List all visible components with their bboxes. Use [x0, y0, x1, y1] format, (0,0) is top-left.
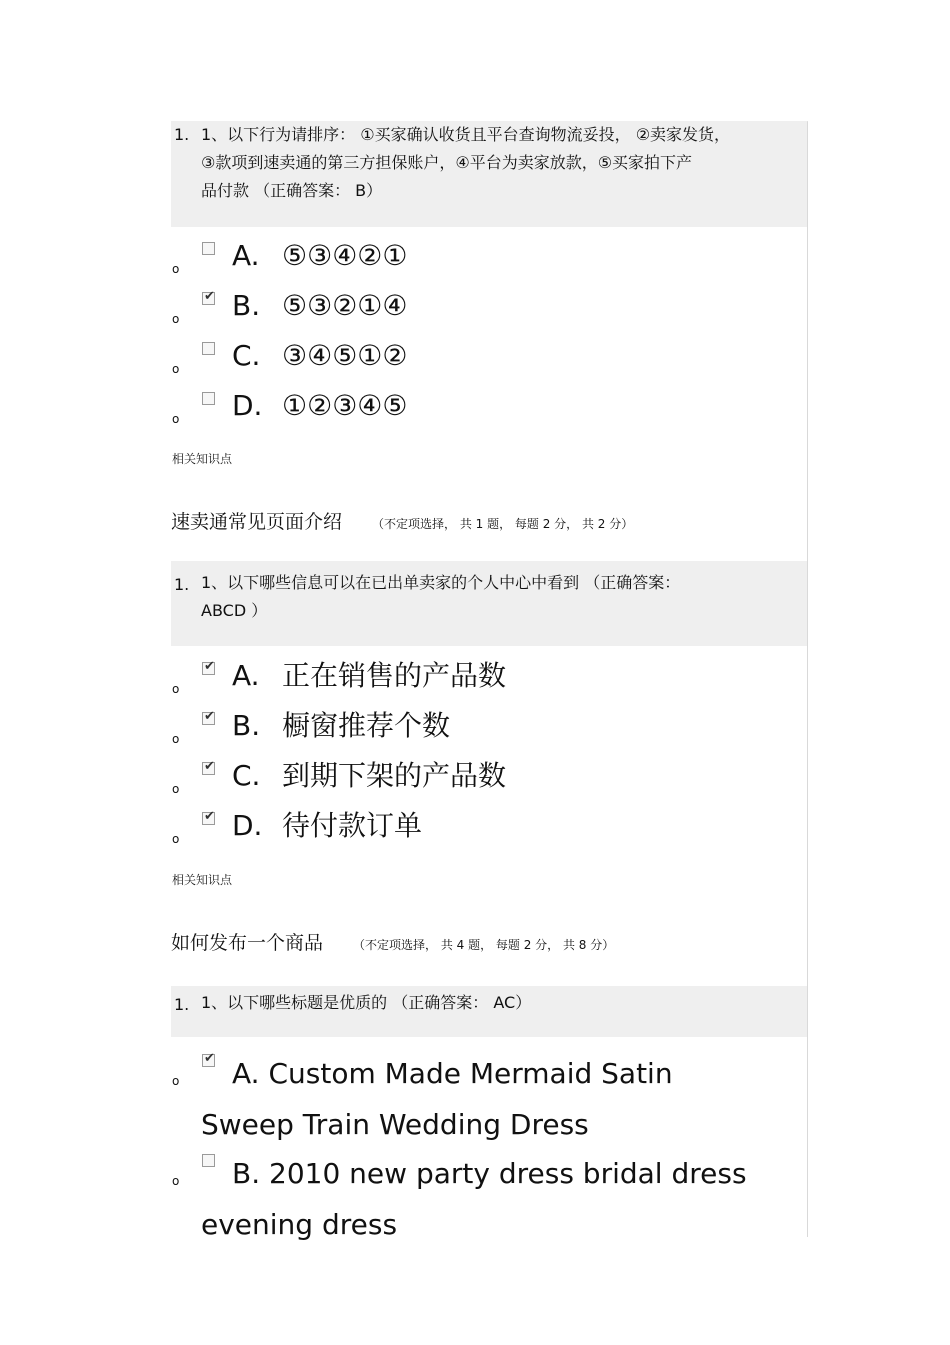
option-item: [171, 1051, 791, 1149]
option-item: [171, 759, 791, 802]
list-bullet: o: [172, 782, 180, 796]
section-title: 如何发布一个商品: [171, 932, 324, 954]
option-checkbox[interactable]: [202, 809, 215, 825]
related-knowledge-link[interactable]: 相关知识点: [172, 873, 233, 887]
list-bullet: o: [172, 312, 180, 326]
option-item: [171, 709, 791, 752]
question-header: [171, 561, 807, 646]
option-item: [171, 289, 791, 332]
question-header: [171, 986, 807, 1037]
option-item: [171, 809, 791, 852]
option-text: 到期下架的产品数: [282, 759, 507, 792]
option-label: A.: [232, 659, 260, 692]
section-header: [171, 928, 614, 955]
list-bullet: o: [172, 262, 180, 276]
option-label: C.: [232, 339, 261, 372]
option-label: B.: [232, 709, 261, 742]
option-text: ③④⑤①②: [282, 339, 408, 372]
option-checkbox[interactable]: [202, 289, 215, 305]
check-icon: ✔: [204, 1051, 215, 1066]
option-checkbox[interactable]: [202, 392, 215, 405]
option-text: ⑤③②①④: [282, 289, 408, 322]
list-bullet: o: [172, 1074, 180, 1088]
list-bullet: o: [172, 362, 180, 376]
question-number: 1.: [174, 995, 190, 1014]
list-bullet: o: [172, 732, 180, 746]
section-meta: （不定项选择， 共 4 题， 每题 2 分， 共 8 分）: [353, 938, 615, 952]
option-text: 待付款订单: [282, 809, 423, 842]
related-knowledge-link[interactable]: 相关知识点: [172, 452, 233, 466]
option-text: B. 2010 new party dress bridal dress evening dress: [201, 1157, 747, 1241]
option-item: [171, 389, 791, 432]
list-bullet: o: [172, 412, 180, 426]
question-number: 1.: [174, 575, 190, 594]
check-icon: ✔: [204, 759, 215, 774]
question-text: 1、以下行为请排序： ①买家确认收货且平台查询物流妥投， ②卖家发货， ③款项到速卖通的第三方担保账户，④平台为卖家放款，⑤买家拍下产 品付款 （正确答案： B）: [201, 125, 731, 200]
option-label: B.: [232, 289, 261, 322]
check-icon: ✔: [204, 659, 215, 674]
option-text: ①②③④⑤: [282, 389, 408, 422]
list-bullet: o: [172, 1174, 180, 1188]
option-checkbox[interactable]: [202, 1051, 215, 1067]
option-label: C.: [232, 759, 261, 792]
option-label: D.: [232, 389, 263, 422]
question-text: 1、以下哪些标题是优质的 （正确答案： AC）: [201, 993, 532, 1012]
question-number: 1.: [174, 125, 190, 144]
option-item: [171, 1154, 791, 1241]
option-text: A. Custom Made Mermaid Satin Sweep Train Wedding Dress: [201, 1057, 673, 1141]
option-checkbox[interactable]: [202, 709, 215, 725]
option-checkbox[interactable]: [202, 659, 215, 675]
check-icon: ✔: [204, 809, 215, 824]
section-meta: （不定项选择， 共 1 题， 每题 2 分， 共 2 分）: [372, 517, 634, 531]
option-item: [171, 659, 791, 702]
option-checkbox[interactable]: [202, 342, 215, 355]
check-icon: ✔: [204, 709, 215, 724]
list-bullet: o: [172, 832, 180, 846]
option-checkbox[interactable]: [202, 1154, 215, 1167]
option-text: ⑤③④②①: [282, 239, 408, 272]
check-icon: ✔: [204, 289, 215, 304]
option-text: 正在销售的产品数: [282, 659, 507, 692]
list-bullet: o: [172, 682, 180, 696]
option-checkbox[interactable]: [202, 242, 215, 255]
option-text: 橱窗推荐个数: [282, 709, 451, 742]
option-item: [171, 339, 791, 382]
question-text: 1、以下哪些信息可以在已出单卖家的个人中心中看到 （正确答案： ABCD ）: [201, 573, 681, 620]
section-header: [171, 507, 633, 534]
option-label: D.: [232, 809, 263, 842]
section-title: 速卖通常见页面介绍: [171, 511, 343, 533]
question-header: [171, 121, 807, 227]
option-label: A.: [232, 239, 260, 272]
option-item: [171, 239, 791, 282]
option-checkbox[interactable]: [202, 759, 215, 775]
